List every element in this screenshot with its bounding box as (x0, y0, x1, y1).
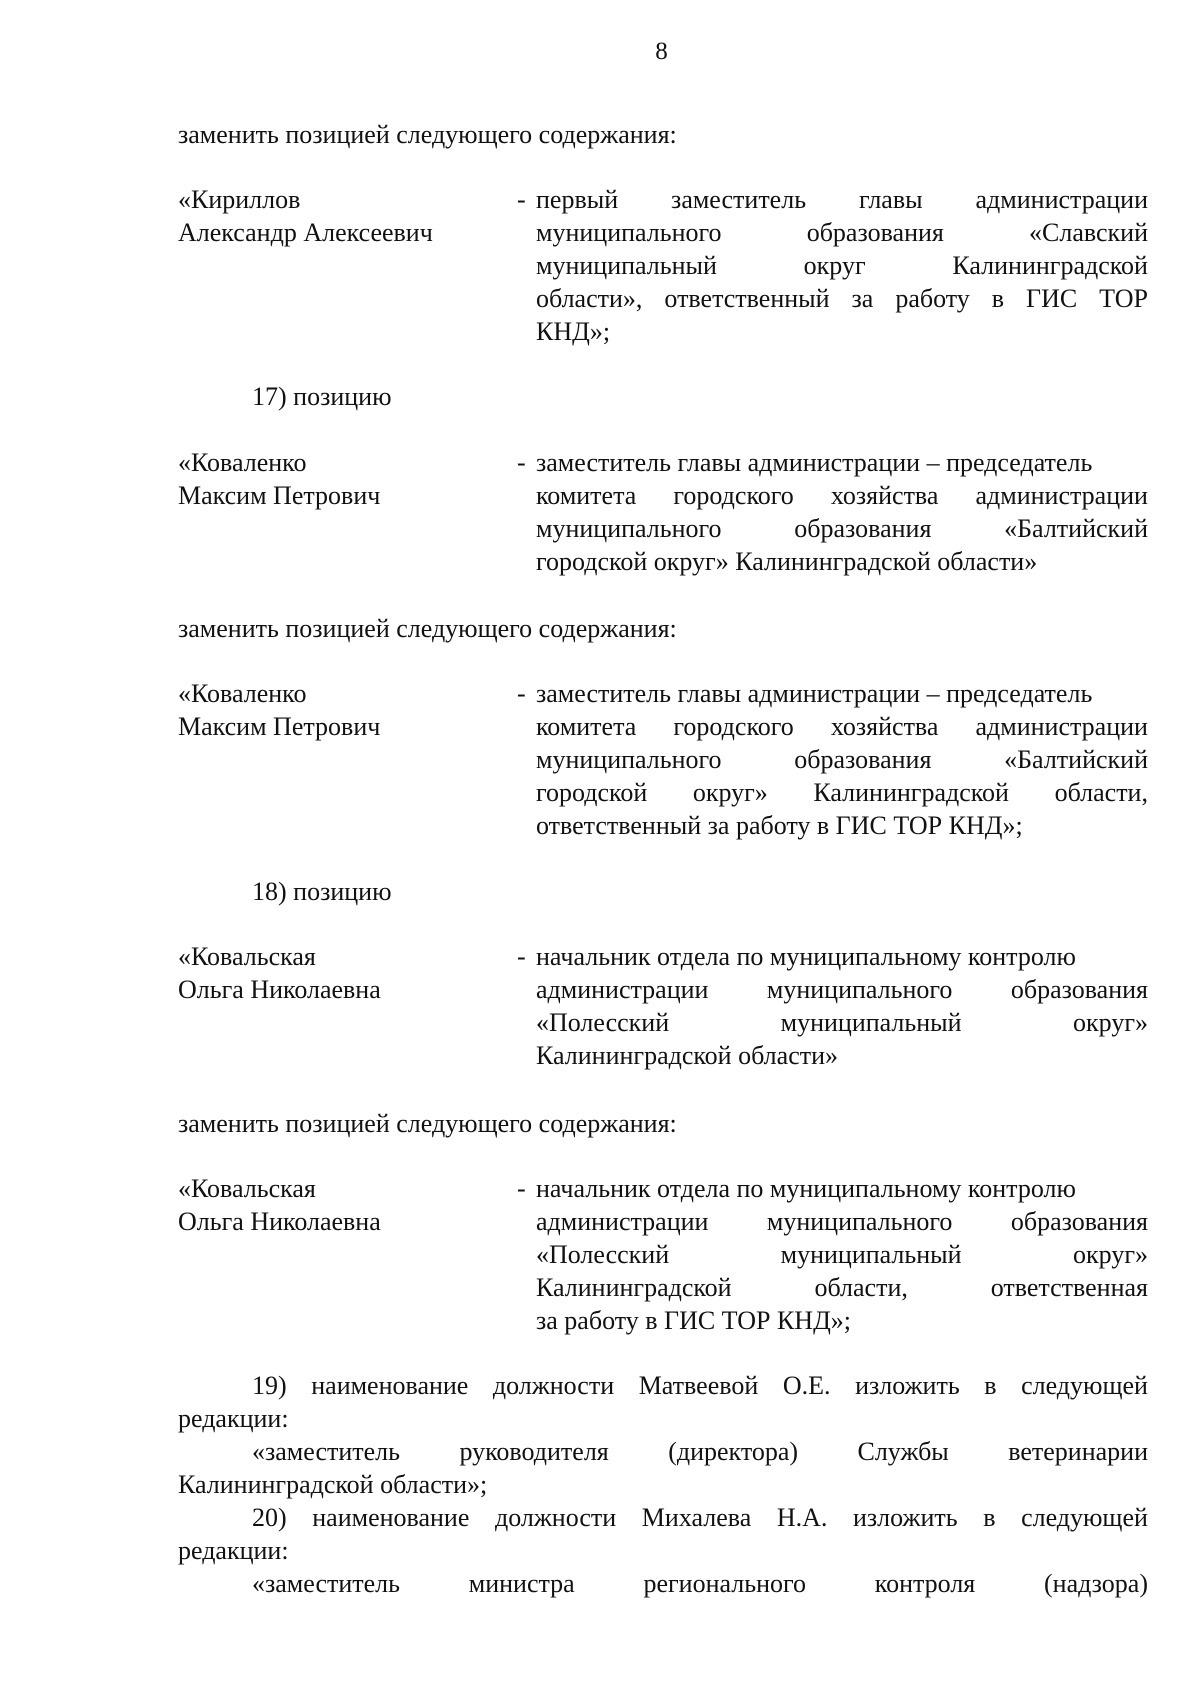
name-line: Александр Алексеевич (178, 218, 433, 247)
name-line: «Коваленко (178, 448, 307, 477)
word: администрации (975, 185, 1148, 214)
page-number: 8 (655, 38, 668, 65)
word: наименование (311, 1371, 469, 1400)
word: хозяйства (830, 712, 939, 741)
desc-line (536, 479, 1148, 512)
word: комитета (536, 712, 637, 741)
word: муниципального (536, 745, 722, 774)
desc-line (536, 677, 1148, 710)
name-line: «Кириллов (178, 185, 301, 214)
word: администрации (536, 975, 709, 1004)
word: городского (673, 481, 794, 510)
word: контроля (874, 1569, 976, 1598)
person-name (178, 940, 381, 1006)
word: администрации (975, 481, 1148, 510)
para-line (178, 1501, 1148, 1534)
word: редакции: (178, 1404, 289, 1433)
word: 20) (252, 1503, 287, 1532)
word: главы (858, 185, 923, 214)
word: за работу в ГИС ТОР КНД»; (536, 1306, 852, 1335)
word: городской округ» Калининградской области» (536, 547, 1038, 576)
position-description (536, 940, 1148, 1072)
word: муниципальный (780, 1008, 962, 1037)
name-line: Ольга Николаевна (178, 1207, 381, 1236)
paragraph-19 (178, 1369, 1148, 1435)
entry-dash: - (517, 942, 526, 971)
desc-line (536, 1238, 1148, 1271)
word: заместитель главы администрации – председатель (536, 448, 1093, 477)
desc-line (536, 216, 1148, 249)
desc-line (536, 940, 1148, 973)
desc-line (536, 315, 1148, 348)
word: муниципального (536, 514, 722, 543)
desc-line (536, 249, 1148, 282)
word: должности (492, 1371, 615, 1400)
name-line: Максим Петрович (178, 481, 381, 510)
word: муниципального (766, 1207, 953, 1236)
word: комитета (536, 481, 637, 510)
desc-line (536, 545, 1148, 578)
person-name (178, 446, 380, 512)
person-name (178, 183, 433, 249)
word: в (991, 284, 1005, 313)
name-line: «Ковальская (178, 942, 316, 971)
word: наименование (312, 1503, 470, 1532)
entry-dash: - (517, 185, 526, 214)
word: за (851, 284, 874, 313)
position-description (536, 677, 1148, 842)
entry-dash: - (517, 448, 526, 477)
word: работу (895, 284, 970, 313)
word: муниципального (536, 218, 722, 247)
word: в (984, 1371, 997, 1400)
desc-line (536, 1172, 1148, 1205)
word: образования (806, 218, 944, 247)
word: изложить (852, 1503, 958, 1532)
word: Матвеевой (638, 1371, 759, 1400)
desc-line (536, 446, 1148, 479)
word: муниципальный (780, 1240, 962, 1269)
desc-line (536, 1205, 1148, 1238)
word: городского (673, 712, 794, 741)
name-line: Максим Петрович (178, 712, 381, 741)
word: «Полесский (536, 1008, 670, 1037)
position-description (536, 183, 1148, 348)
word: «Славский (1029, 218, 1148, 247)
word: Н.А. (776, 1503, 828, 1532)
word: (директора) (668, 1437, 799, 1466)
name-line: Ольга Николаевна (178, 975, 381, 1004)
word: муниципального (766, 975, 953, 1004)
name-line: «Коваленко (178, 679, 307, 708)
word: Калининградской (813, 778, 1009, 807)
word: Калининградской (536, 1273, 732, 1302)
desc-line (536, 776, 1148, 809)
word: округ (803, 251, 866, 280)
word: редакции: (178, 1536, 289, 1565)
desc-line (536, 282, 1148, 315)
word: О.Е. (782, 1371, 831, 1400)
word: округ» (1073, 1240, 1148, 1269)
item-number: 18) позицию (252, 877, 392, 906)
word: Службы (857, 1437, 949, 1466)
person-name (178, 677, 380, 743)
word: следующей (1021, 1503, 1148, 1532)
entry-dash: - (517, 1174, 526, 1203)
word: городской (536, 778, 648, 807)
word: должности (494, 1503, 617, 1532)
word: администрации (536, 1207, 709, 1236)
word: «заместитель (252, 1437, 401, 1466)
para-line (178, 1534, 1148, 1567)
word: образования (794, 514, 932, 543)
word: округ» (1073, 1008, 1148, 1037)
word: министра (468, 1569, 575, 1598)
word: в (983, 1503, 996, 1532)
word: начальник отдела по муниципальному контролю (536, 1174, 1076, 1203)
word: «Балтийский (1004, 745, 1148, 774)
word: ответственный за работу в ГИС ТОР КНД»; (536, 811, 1023, 840)
desc-line (536, 743, 1148, 776)
word: области», (536, 284, 643, 313)
replace-instruction: заменить позицией следующего содержания: (178, 1109, 677, 1138)
word: следующей (1021, 1371, 1148, 1400)
word: хозяйства (830, 481, 939, 510)
word: ГИС (1026, 284, 1078, 313)
desc-line (536, 512, 1148, 545)
replace-instruction: заменить позицией следующего содержания: (178, 614, 677, 643)
word: КНД»; (536, 317, 611, 346)
word: ТОР (1099, 284, 1148, 313)
word: руководителя (459, 1437, 609, 1466)
word: Калининградской (952, 251, 1148, 280)
paragraph-20 (178, 1501, 1148, 1567)
replace-instruction: заменить позицией следующего содержания: (178, 120, 677, 149)
word: округ» (692, 778, 768, 807)
desc-line (536, 973, 1148, 1006)
item-number: 17) позицию (252, 382, 392, 411)
word: (надзора) (1044, 1569, 1148, 1598)
word: первый (536, 185, 619, 214)
word: 19) (252, 1371, 287, 1400)
word: ответственная (990, 1273, 1148, 1302)
paragraph-veterinary (178, 1435, 1148, 1501)
para-line (178, 1468, 1148, 1501)
word: «Балтийский (1004, 514, 1148, 543)
word: «Полесский (536, 1240, 670, 1269)
desc-line (536, 1039, 1148, 1072)
person-name (178, 1172, 381, 1238)
word: области, (814, 1273, 908, 1302)
word: заместитель (671, 185, 807, 214)
word: заместитель главы администрации – председатель (536, 679, 1093, 708)
word: администрации (975, 712, 1148, 741)
word: регионального (643, 1569, 807, 1598)
paragraph-deputy-minister (178, 1567, 1148, 1600)
entry-dash: - (517, 679, 526, 708)
desc-line (536, 710, 1148, 743)
name-line: «Ковальская (178, 1174, 316, 1203)
word: изложить (855, 1371, 960, 1400)
desc-line (536, 1006, 1148, 1039)
desc-line (536, 1271, 1148, 1304)
desc-line (536, 1304, 1148, 1337)
para-line (178, 1567, 1148, 1600)
word: образования (1010, 1207, 1148, 1236)
word: образования (794, 745, 932, 774)
word: «заместитель (252, 1569, 401, 1598)
desc-line (536, 183, 1148, 216)
word: муниципальный (536, 251, 717, 280)
word: начальник отдела по муниципальному контролю (536, 942, 1076, 971)
word: ветеринарии (1008, 1437, 1148, 1466)
para-line (178, 1435, 1148, 1468)
word: образования (1010, 975, 1148, 1004)
word: области, (1054, 778, 1148, 807)
word: Калининградской области»; (178, 1470, 488, 1499)
word: ответственный (664, 284, 830, 313)
word: Калининградской области» (536, 1041, 839, 1070)
word: Михалева (641, 1503, 752, 1532)
desc-line (536, 809, 1148, 842)
position-description (536, 1172, 1148, 1337)
position-description (536, 446, 1148, 578)
para-line (178, 1369, 1148, 1402)
para-line (178, 1402, 1148, 1435)
